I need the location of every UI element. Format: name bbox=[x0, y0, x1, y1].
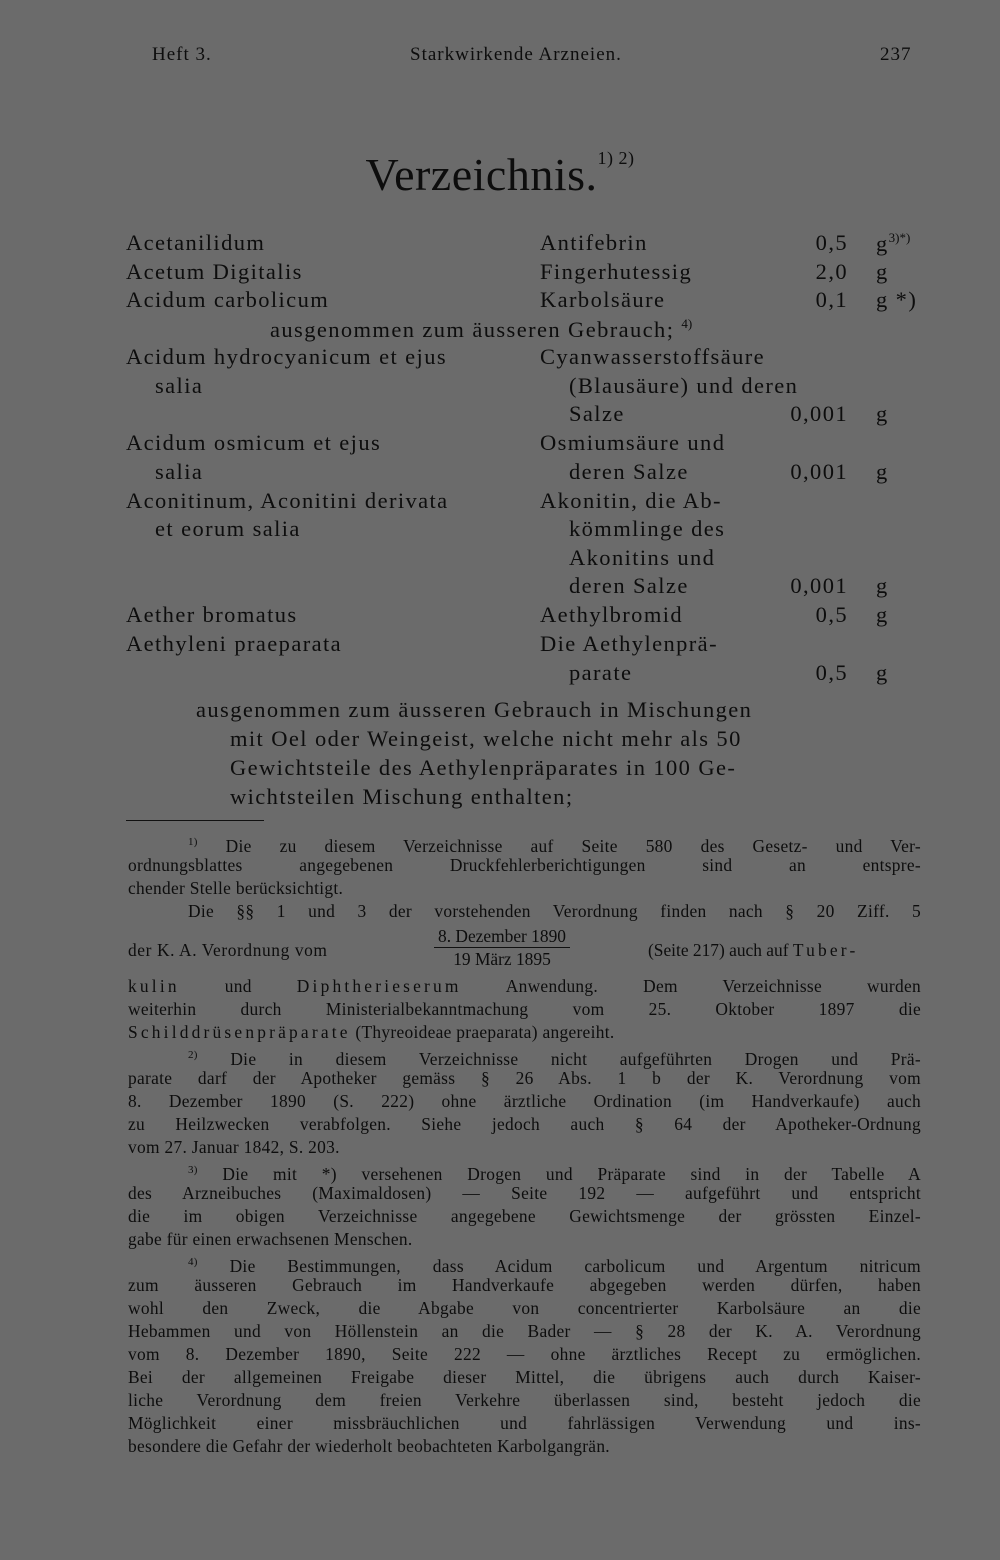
entry-unit bbox=[876, 230, 910, 257]
entry-latin: Acetanilidum bbox=[126, 230, 266, 255]
fraction-numerator: 8. Dezember 1890 bbox=[434, 926, 570, 948]
footnote-2-line: zu Heilzwecken verabfolgen. Siehe jedoch auch § 64 der Apotheker-Ordnung bbox=[128, 1114, 921, 1134]
footnote-4-line: Möglichkeit einer missbräuchlichen und fahrlässigen Verwendung und ins- bbox=[128, 1413, 921, 1433]
exception-footnote-ref: 4) bbox=[681, 316, 693, 331]
entry-german-cont: Akonitins und bbox=[569, 545, 716, 570]
entry-unit: g bbox=[876, 459, 889, 484]
footnote-1-line bbox=[128, 1021, 921, 1044]
footnote-4-line: wohl den Zweck, die Abgabe von concentrierter Karbolsäure an die bbox=[128, 1298, 921, 1318]
exception-line: wichtsteilen Mischung enthalten; bbox=[230, 784, 574, 809]
entry-latin-cont: et eorum salia bbox=[155, 516, 301, 541]
entry-unit: g bbox=[876, 259, 889, 284]
entry-unit: g bbox=[876, 660, 889, 685]
footnote-text: und bbox=[224, 976, 252, 996]
footnote-1-date-prefix: der K. A. Verordnung vom bbox=[128, 940, 328, 960]
entry-german-cont: deren Salze bbox=[569, 573, 689, 598]
entry-german: Fingerhutessig bbox=[540, 259, 693, 284]
page-number: 237 bbox=[880, 44, 912, 65]
spaced-text: Tuber- bbox=[792, 940, 859, 960]
footnote-2-line: 8. Dezember 1890 (S. 222) ohne ärztliche Ordination (im Handverkaufe) auch bbox=[128, 1091, 921, 1111]
entry-quantity: 0,5 bbox=[815, 660, 848, 685]
footnote-marker: 1) bbox=[188, 836, 198, 848]
footnote-4-line: Bei der allgemeinen Freigabe dieser Mittel, die übrigens auch durch Kaiser- bbox=[128, 1367, 921, 1387]
entry-german: Karbolsäure bbox=[540, 287, 666, 312]
footnote-3-line: die im obigen Verzeichnisse angegebene Gewichtsmenge der grössten Einzel- bbox=[128, 1206, 921, 1226]
footnote-text: Die zu diesem Verzeichnisse auf Seite 580 des Gesetz- und Ver- bbox=[225, 836, 921, 856]
entry-german-cont: deren Salze bbox=[569, 459, 689, 484]
fraction-denominator: 19 März 1895 bbox=[453, 949, 551, 969]
entry-unit: g bbox=[876, 401, 889, 426]
entry-unit: g *) bbox=[876, 287, 918, 312]
running-head-title: Starkwirkende Arzneien. bbox=[410, 44, 622, 65]
exception-line: ausgenommen zum äusseren Gebrauch in Mischungen bbox=[196, 697, 753, 722]
page-title bbox=[0, 148, 1000, 201]
footnote-2-line: vom 27. Januar 1842, S. 203. bbox=[128, 1137, 340, 1157]
footnote-4-line: Hebammen und von Höllenstein an die Bader — § 28 der K. A. Verordnung bbox=[128, 1321, 921, 1341]
entry-latin: Acetum Digitalis bbox=[126, 259, 303, 284]
entry-latin: Aconitinum, Aconitini derivata bbox=[126, 488, 449, 513]
entry-quantity: 2,0 bbox=[815, 259, 848, 284]
entry-latin-cont: salia bbox=[155, 373, 204, 398]
entry-quantity: 0,5 bbox=[815, 602, 848, 627]
entry-german: Akonitin, die Ab- bbox=[540, 488, 722, 513]
footnote-marker: 2) bbox=[188, 1049, 198, 1061]
entry-quantity: 0,001 bbox=[790, 459, 848, 484]
entry-quantity: 0,001 bbox=[790, 573, 848, 598]
footnote-1-line bbox=[128, 900, 921, 923]
entry-latin: Aether bromatus bbox=[126, 602, 298, 627]
exception-text: ausgenommen zum äusseren Gebrauch; bbox=[270, 317, 675, 342]
page-title-text: Verzeichnis. bbox=[365, 149, 598, 200]
title-footnote-refs: 1) 2) bbox=[597, 148, 635, 168]
entry-quantity: 0,001 bbox=[790, 401, 848, 426]
footnote-1-date-suffix bbox=[648, 940, 858, 961]
exception-line: Gewichtsteile des Aethylenpräparates in 100 Ge- bbox=[230, 755, 737, 780]
entry-german-cont: parate bbox=[569, 660, 633, 685]
spaced-text: kulin bbox=[128, 976, 180, 996]
entry-latin: Acidum osmicum et ejus bbox=[126, 430, 382, 455]
footnote-4-line: besondere die Gefahr der wiederholt beobachteten Karbolgangrän. bbox=[128, 1436, 610, 1456]
entry-unit: g bbox=[876, 602, 889, 627]
footnote-1-line: weiterhin durch Ministerialbekanntmachung vom 25. Oktober 1897 die bbox=[128, 999, 921, 1019]
unit-text: g bbox=[876, 231, 889, 256]
entry-german: Die Aethylenprä- bbox=[540, 631, 718, 656]
entry-note-ref: 3)*) bbox=[888, 230, 911, 245]
entry-german: Cyanwasserstoffsäure bbox=[540, 344, 766, 369]
entry-german: Osmiumsäure und bbox=[540, 430, 726, 455]
entry-quantity: 0,5 bbox=[815, 230, 848, 255]
footnote-4-line: zum äusseren Gebrauch im Handverkaufe abgegeben werden dürfen, haben bbox=[128, 1275, 921, 1295]
footnote-1-line: chender Stelle berücksichtigt. bbox=[128, 878, 344, 898]
entry-latin: Aethyleni praeparata bbox=[126, 631, 343, 656]
footnote-1-line bbox=[128, 975, 921, 998]
footnote-separator bbox=[126, 820, 264, 821]
footnote-text: Die in diesem Verzeichnisse nicht aufgeführten Drogen und Prä- bbox=[230, 1049, 921, 1069]
footnote-text: (Thyreoideae praeparata) angereiht. bbox=[355, 1022, 615, 1042]
footnote-marker: 4) bbox=[188, 1256, 198, 1268]
spaced-text: Diphtherieserum bbox=[296, 976, 462, 996]
entry-german-cont: kömmlinge des bbox=[569, 516, 726, 541]
spaced-text: Schilddrüsenpräparate bbox=[128, 1022, 351, 1042]
entry-german-cont: (Blausäure) und deren bbox=[569, 373, 799, 398]
entry-german-cont: Salze bbox=[569, 401, 625, 426]
footnote-1-line: ordnungsblattes angegebenen Druckfehlerberichtigungen sind an entspre- bbox=[128, 855, 921, 875]
footnote-text: Anwendung. Dem Verzeichnisse wurden bbox=[505, 976, 921, 996]
footnote-text: Die Bestimmungen, dass Acidum carbolicum und Argentum nitricum bbox=[229, 1256, 921, 1276]
entry-latin: Acidum hydrocyanicum et ejus bbox=[126, 344, 447, 369]
footnote-3-line: gabe für einen erwachsenen Menschen. bbox=[128, 1229, 413, 1249]
date-fraction bbox=[434, 926, 570, 970]
footnote-2-line: parate darf der Apotheker gemäss § 26 Abs. 1 b der K. Verordnung vom bbox=[128, 1068, 921, 1088]
footnote-text: Die §§ 1 und 3 der vorstehenden Verordnung finden nach § 20 Ziff. 5 bbox=[188, 901, 921, 921]
entry-unit: g bbox=[876, 573, 889, 598]
footnote-4-line: liche Verordnung dem freien Verkehre überlassen sind, besteht jedoch die bbox=[128, 1390, 921, 1410]
footnote-text: (Seite 217) auch auf bbox=[648, 940, 789, 960]
entry-latin: Acidum carbolicum bbox=[126, 287, 330, 312]
footnote-3-line: des Arzneibuches (Maximaldosen) — Seite 192 — aufgeführt und entspricht bbox=[128, 1183, 921, 1203]
entry-german: Antifebrin bbox=[540, 230, 648, 255]
entry-german: Aethylbromid bbox=[540, 602, 684, 627]
footnote-marker: 3) bbox=[188, 1164, 198, 1176]
footnote-text: Die mit *) versehenen Drogen und Präparate sind in der Tabelle A bbox=[222, 1164, 921, 1184]
entry-exception bbox=[270, 316, 692, 343]
exception-line: mit Oel oder Weingeist, welche nicht mehr als 50 bbox=[230, 726, 742, 751]
running-head-left: Heft 3. bbox=[152, 44, 212, 65]
footnote-4-line: vom 8. Dezember 1890, Seite 222 — ohne ärztliches Recept zu ermöglichen. bbox=[128, 1344, 921, 1364]
entry-quantity: 0,1 bbox=[815, 287, 848, 312]
entry-latin-cont: salia bbox=[155, 459, 204, 484]
